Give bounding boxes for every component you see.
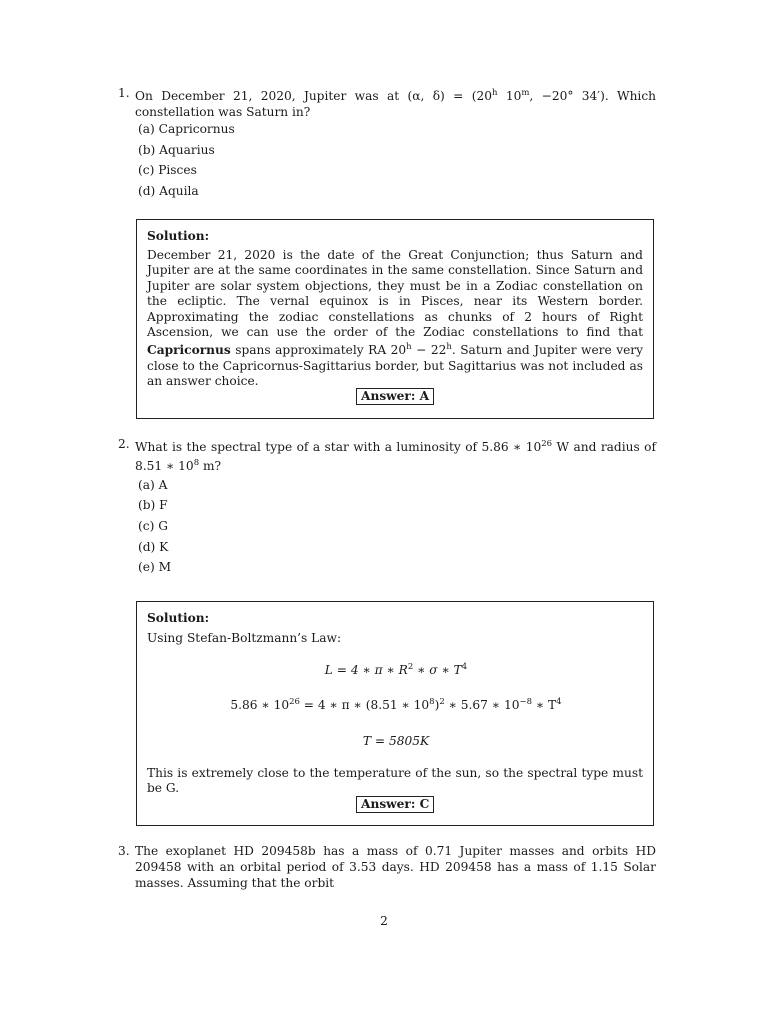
equation-result: T = 5805K: [362, 734, 430, 748]
option-e: (e) M: [138, 560, 172, 574]
answer-box: Answer: A: [356, 388, 434, 405]
option-b: (b) Aquarius: [138, 143, 215, 157]
question-number: 3.: [118, 844, 130, 858]
question-3: [118, 843, 656, 891]
option-a: (a) A: [138, 478, 168, 492]
option-c: (c) Pisces: [138, 163, 197, 177]
option-b: (b) F: [138, 498, 168, 512]
question-number: 1.: [118, 86, 130, 100]
solution-title: Solution:: [147, 229, 210, 243]
answer-box: Answer: C: [356, 796, 434, 813]
page-number: 2: [380, 914, 388, 928]
option-c: (c) G: [138, 519, 168, 533]
question-1: [118, 85, 656, 120]
option-d: (d) Aquila: [138, 184, 199, 198]
question-text: The exoplanet HD 209458b has a mass of 0.71 Jupiter masses and orbits HD 209458 with an orbital period of 3.53 days. HD 209458 has a mass of 1.15 Solar masses. Assuming that the orbit: [135, 844, 656, 890]
solution-text: December 21, 2020 is the date of the Great Conjunction; thus Saturn and Jupiter are at the same coordinates in the same constellation. Since Saturn and Jupiter are solar system objections, they must be in a Zodiac constellation on the ecliptic. The vernal equinox is in Pisces, near its Western border. Approximating the zodiac constellations as chunks of 2 hours of Right Ascension, we can use the order of the Zodiac constellations to find that Capricornus spans approximately RA $20^h - 22^h$. Saturn and Jupiter were very close to the Capricornus-Sagittarius border, but Sagittarius was not included as an answer choice.: [147, 248, 644, 389]
solution-box-1: [136, 219, 654, 419]
equation-substitution: 5.86 ∗ $10^{26} = 4$ ∗ π ∗ (8.51 ∗ $10^8)^2$ ∗ 5.67 ∗ $10^{-8}$ ∗ $T^4$: [230, 697, 562, 712]
question-text: On December 21, 2020, Jupiter was at (α, $\delta) = (20^h$ $10^m$, −20° 34′). Which constellation was Saturn in?: [135, 88, 657, 119]
question-text: What is the spectral type of a star with a luminosity of 5.86 ∗ $10^{26}$ W and radius of 8.51 ∗ $10^8$ m?: [135, 439, 657, 473]
solution-title: Solution:: [147, 611, 210, 625]
solution-intro: Using Stefan-Boltzmann’s Law:: [147, 631, 342, 645]
solution-conclusion: This is extremely close to the temperature of the sun, so the spectral type must be G.: [147, 766, 643, 796]
equation-stefan-boltzmann: L = 4 ∗ π ∗ $R^2$ ∗ σ ∗ $T^4$: [324, 662, 468, 677]
solution-box-2: [136, 601, 654, 826]
question-number: 2.: [118, 437, 130, 451]
option-a: (a) Capricornus: [138, 122, 235, 136]
question-2: [118, 436, 656, 474]
option-d: (d) K: [138, 540, 169, 554]
